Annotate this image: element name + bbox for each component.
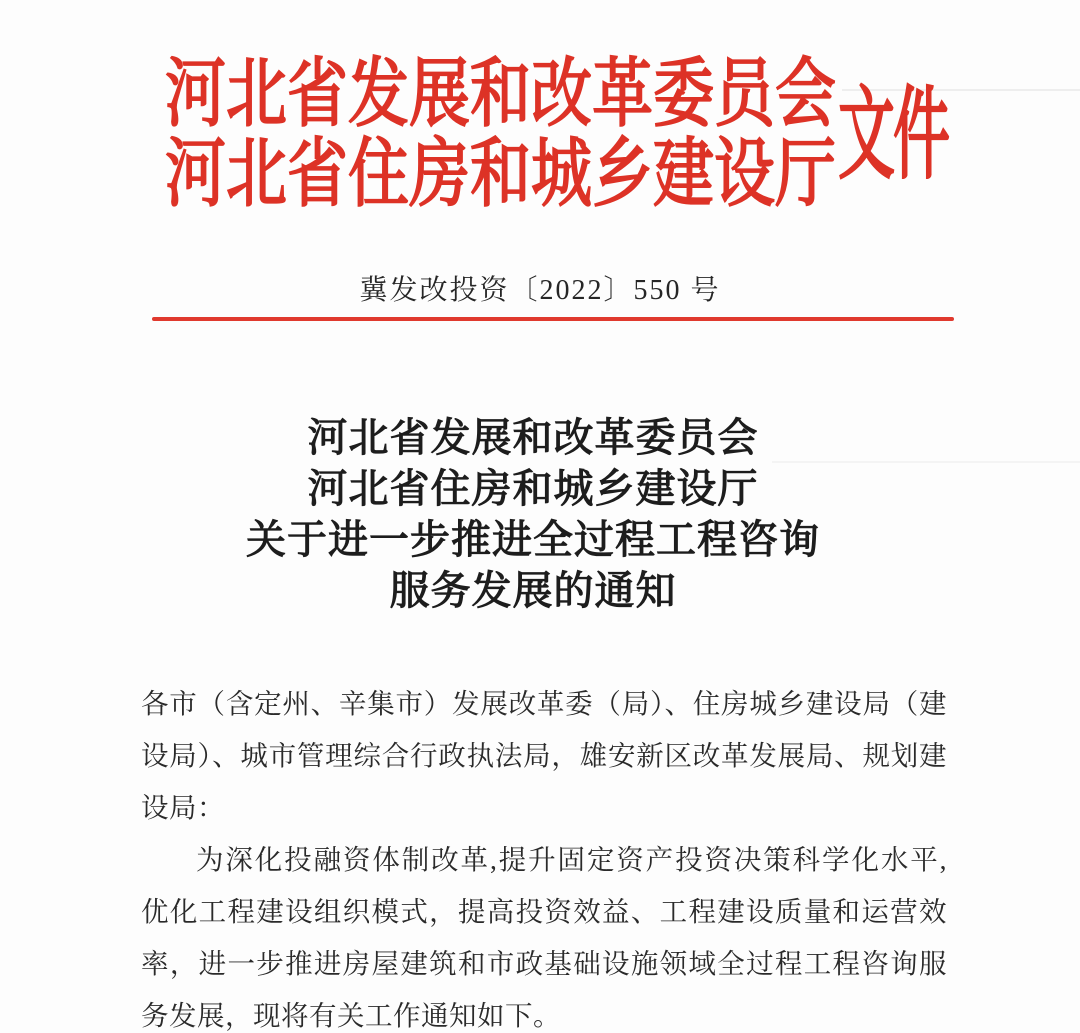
document-body: [141, 678, 947, 1033]
title-line: 关于进一步推进全过程工程咨询: [246, 517, 820, 562]
header-divider-rule: [152, 317, 954, 321]
document-label: 文件: [838, 80, 948, 193]
issuing-org-line-2: 河北省住房和城乡建设厅: [165, 133, 837, 217]
title-line: 服务发展的通知: [389, 568, 677, 613]
body-line: 率，进一步推进房屋建筑和市政基础设施领域全过程工程咨询服: [141, 948, 947, 979]
document-reference-number: 冀发改投资〔2022〕550 号: [359, 275, 721, 306]
document-title: [0, 412, 1066, 616]
title-line: 河北省发展和改革委员会: [307, 415, 759, 460]
title-line: 河北省住房和城乡建设厅: [307, 466, 759, 511]
body-line: 务发展，现将有关工作通知如下。: [141, 1000, 561, 1031]
issuing-org-line-1: 河北省发展和改革委员会: [165, 53, 837, 137]
body-line: 设局：: [141, 792, 225, 823]
body-line: 为深化投融资体制改革,提升固定资产投资决策科学化水平,: [196, 844, 947, 875]
body-line: 设局）、城市管理综合行政执法局，雄安新区改革发展局、规划建: [141, 740, 947, 771]
body-line: 优化工程建设组织模式，提高投资效益、工程建设质量和运营效: [141, 896, 947, 927]
body-line: 各市（含定州、辛集市）发展改革委（局）、住房城乡建设局（建: [141, 688, 947, 719]
